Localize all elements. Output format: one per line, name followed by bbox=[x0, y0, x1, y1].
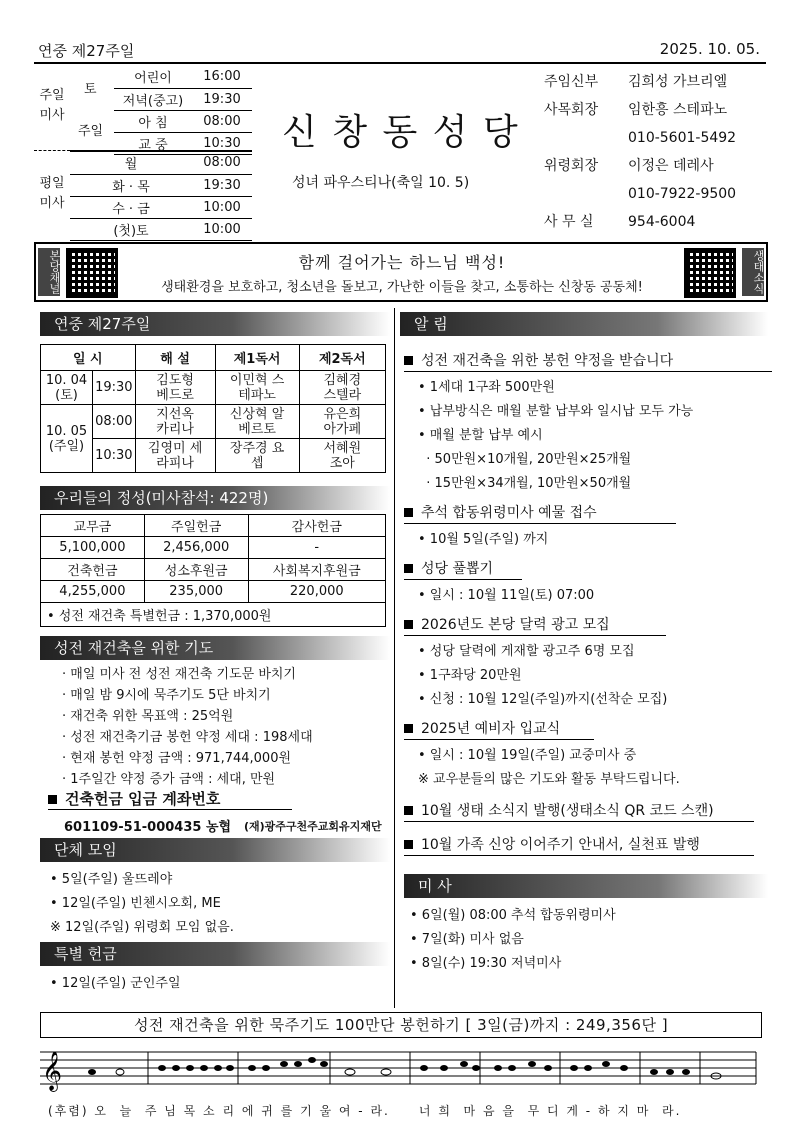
square-bullet-icon bbox=[404, 508, 413, 517]
church-name: 신 창 동 성 당 bbox=[282, 112, 520, 153]
notice-heading: 2025년 예비자 입교식 bbox=[404, 718, 594, 740]
refrain-label: (후렴) bbox=[48, 1104, 89, 1118]
prayer-section-title: 성전 재건축을 위한 기도 bbox=[40, 636, 390, 660]
week-title: 연중 제27주일 bbox=[38, 42, 135, 60]
table-row: 10. 04 (토) 19:30 김도형 베드로 이민혁 스테파노 김혜경 스텔라 bbox=[41, 371, 386, 405]
mass-row: 수 · 금 10:00 bbox=[70, 196, 252, 218]
channel-vertical-label: 본당채널 bbox=[38, 248, 60, 296]
staff-row: 사 무 실 954-6004 bbox=[544, 214, 696, 230]
table-row: 10. 05 (주일) 08:00 지선옥 카리나 신상혁 알베르토 유은희 아가페 bbox=[41, 405, 386, 439]
prayer-list bbox=[62, 664, 382, 790]
top-header bbox=[34, 38, 766, 64]
ecology-vertical-label: 생태소식 bbox=[742, 248, 764, 296]
staff-row: 010-5601-5492 bbox=[628, 130, 737, 146]
mass-row: 화 · 목 19:30 bbox=[70, 174, 252, 196]
square-bullet-icon bbox=[404, 724, 413, 733]
list-item: · 매일 미사 전 성전 재건축 기도문 바치기 bbox=[62, 667, 296, 682]
staff-row: 010-7922-9500 bbox=[628, 186, 737, 202]
rosary-banner: 성전 재건축을 위한 묵주기도 100만단 봉헌하기 [ 3일(금)까지 : 249,356단 ] bbox=[40, 1012, 762, 1038]
banner-title: 함께 걸어가는 하느님 백성! bbox=[298, 253, 506, 272]
staff-list bbox=[544, 68, 774, 236]
mass-row: (첫)토 10:00 bbox=[70, 218, 252, 240]
offering-section-title: 우리들의 정성(미사참석: 422명) bbox=[40, 486, 390, 510]
readers-table: 일 시 해 설 제1독서 제2독서 10. 04 (토) 19:30 김도형 베드로 이민혁 스테파노 김혜경 스텔라 10. 05 (주일) 08:00 지선옥 카리나 신상혁 알베르토 유은희 아가페 10:30 김영미 세라피나 장주경 요셉 서혜원 조아 bbox=[40, 344, 386, 473]
list-item: · 재건축 위한 목표액 : 25억원 bbox=[62, 709, 234, 724]
notice-heading: 추석 합동위령미사 예물 접수 bbox=[404, 502, 676, 524]
readers-section-title: 연중 제27주일 bbox=[40, 312, 390, 336]
notice-heading: 성전 재건축을 위한 봉헌 약정을 받습니다 bbox=[404, 350, 772, 372]
staff-row: 사목회장 임한흥 스테파노 bbox=[544, 102, 728, 118]
ecology-qr-code-icon[interactable] bbox=[684, 248, 736, 298]
weekday-mass-label-1: 평일 bbox=[39, 176, 65, 191]
lyrics-line bbox=[48, 1102, 681, 1119]
mass-row: 아 침 08:00 bbox=[114, 110, 252, 132]
list-item: ※ 12일(주일) 위령회 모임 없음. bbox=[50, 920, 234, 935]
mass-row: 저녁(중고) 19:30 bbox=[114, 88, 252, 110]
music-score bbox=[40, 1044, 762, 1126]
saturday-label: 토 bbox=[84, 82, 97, 97]
notice-heading: 성당 풀뽑기 bbox=[404, 558, 522, 580]
square-bullet-icon bbox=[48, 795, 57, 804]
sunday-mass-label-1: 주일 bbox=[39, 88, 65, 103]
account-owner: (재)광주구천주교회유지재단 bbox=[244, 820, 382, 833]
banner bbox=[34, 242, 768, 302]
notice-heading: 10월 생태 소식지 발행(생태소식 QR 코드 스캔) bbox=[404, 800, 754, 822]
list-item: • 12일(주일) 빈첸시오회, ME bbox=[50, 896, 221, 911]
sunday-mass-label-2: 미사 bbox=[39, 108, 65, 123]
notice-heading: 2026년도 본당 달력 광고 모집 bbox=[404, 614, 666, 636]
groups-list bbox=[50, 868, 380, 940]
mass-list bbox=[410, 904, 760, 976]
special-offering-section-title: 특별 헌금 bbox=[40, 942, 390, 966]
music-staff-icon bbox=[40, 1044, 762, 1104]
list-item: · 1주일간 약정 증가 금액 : 세대, 만원 bbox=[62, 772, 276, 787]
notice-heading: 10월 가족 신앙 이어주기 안내서, 실천표 발행 bbox=[404, 834, 754, 856]
account-number: 601109-51-000435 농협 bbox=[64, 820, 232, 835]
list-item: • 8일(수) 19:30 저녁미사 bbox=[410, 956, 562, 971]
mass-row: 교 중 10:30 bbox=[114, 132, 252, 154]
mass-schedule bbox=[34, 66, 252, 238]
list-item: • 6일(월) 08:00 추석 합동위령미사 bbox=[410, 908, 616, 923]
groups-section-title: 단체 모임 bbox=[40, 838, 390, 862]
list-item: · 성전 재건축기금 봉헌 약정 세대 : 198세대 bbox=[62, 730, 313, 745]
square-bullet-icon bbox=[404, 806, 413, 815]
svg-text:𝄞: 𝄞 bbox=[42, 1051, 63, 1091]
weekday-mass-label-2: 미사 bbox=[39, 196, 65, 211]
special-offering-list bbox=[50, 972, 380, 996]
mass-section-title: 미 사 bbox=[404, 874, 768, 898]
notices-list: 성전 재건축을 위한 봉헌 약정을 받습니다 • 1세대 1구좌 500만원 • 납부방식은 매월 분할 납부와 일시납 모두 가능 • 매월 분할 납부 예시 · 50만원×10개월, 20만원×25개월 · 15만원×34개월, 10만원×50개월 추석 합동위령미사 예물 접수 • 10월 5일(주일) 까지 성당 풀뽑기 • 일시 : 10월 11일(토) 07:00 2026년도 본당 달력 광고 모집 • 성당 달력에 게재할 광고주 6명 모집 • 1구좌당 20만원 • 신청 : 10월 12일(주일)까지(선착순 모집) 2025년 예비자 입교식 • 일시 : 10월 19일(주일) 교중미사 중 ※ 교우분들의 많은 기도와 활동 부탁드립니다. 10월 생태 소식지 발행(생태소식 QR 코드 스캔) 10월 가족 신앙 이어주기 안내서, 실천표 발행 bbox=[404, 346, 768, 856]
square-bullet-icon bbox=[404, 356, 413, 365]
staff-row: 주임신부 김희성 가브리엘 bbox=[544, 74, 728, 90]
patron-saint: 성녀 파우스티나(축일 10. 5) bbox=[292, 175, 470, 191]
square-bullet-icon bbox=[404, 564, 413, 573]
list-item: • 12일(주일) 군인주일 bbox=[50, 976, 181, 991]
list-item: · 현재 봉헌 약정 금액 : 971,744,000원 bbox=[62, 751, 292, 766]
staff-row: 위령회장 이정은 데레사 bbox=[544, 158, 714, 174]
sunday-label: 주일 bbox=[78, 124, 104, 139]
square-bullet-icon bbox=[404, 620, 413, 629]
mass-row: 월 08:00 bbox=[70, 152, 252, 174]
list-item: • 5일(주일) 울뜨레야 bbox=[50, 872, 173, 887]
notices-section-title: 알 림 bbox=[400, 312, 768, 336]
list-item: • 7일(화) 미사 없음 bbox=[410, 932, 524, 947]
mass-row: 어린이 16:00 bbox=[114, 66, 252, 88]
offering-table: 교무금 주일헌금 감사헌금 5,100,000 2,456,000 - 건축헌금 성소후원금 사회복지후원금 4,255,000 235,000 220,000 • 성전 재건축 특별헌금 : 1,370,000원 bbox=[40, 514, 386, 627]
list-item: · 매일 밤 9시에 묵주기도 5단 바치기 bbox=[62, 688, 271, 703]
banner-text: 생태환경을 보호하고, 청소년을 돌보고, 가난한 이들을 찾고, 소통하는 신창동 공동체! bbox=[161, 280, 643, 295]
channel-qr-code-icon[interactable] bbox=[66, 248, 118, 298]
square-bullet-icon bbox=[404, 840, 413, 849]
table-row: 10:30 김영미 세라피나 장주경 요셉 서혜원 조아 bbox=[41, 439, 386, 473]
header-date: 2025. 10. 05. bbox=[659, 40, 760, 58]
lyrics-text: 오 늘 주 님 목 소 리 에 귀 를 기 울 여 - 라. 너 희 마 음 을 무 디 게 - 하 지 마 라. bbox=[94, 1104, 682, 1118]
account-title: 건축헌금 입금 계좌번호 bbox=[48, 788, 292, 810]
